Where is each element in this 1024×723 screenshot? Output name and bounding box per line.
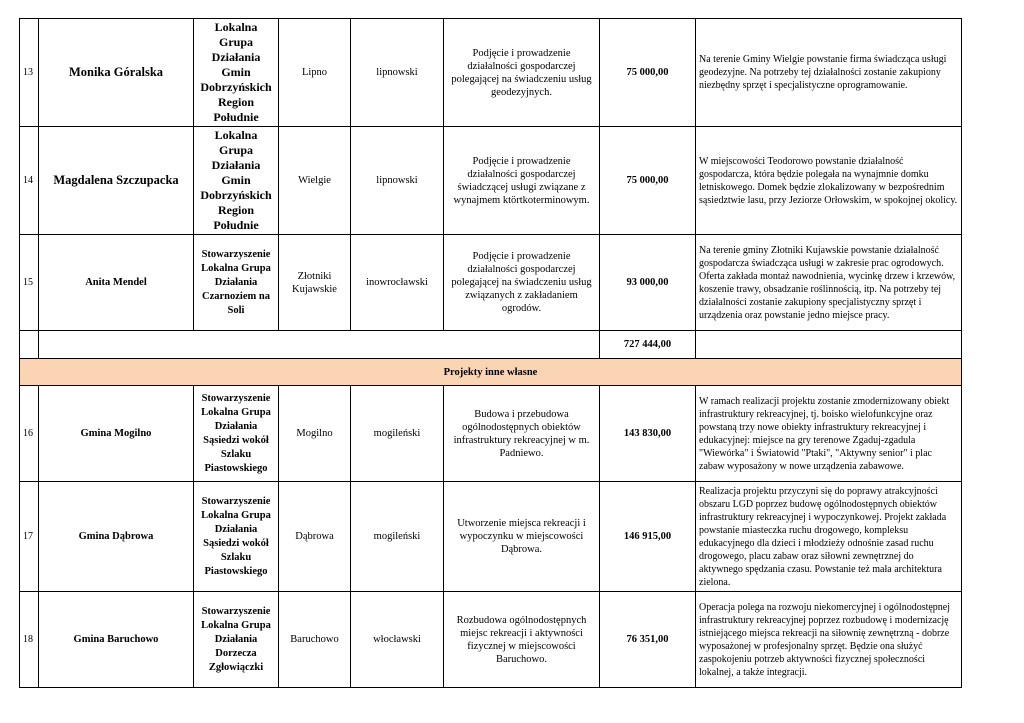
empty-cell — [696, 331, 962, 359]
beneficiary: Anita Mendel — [39, 235, 194, 331]
row-number: 13 — [20, 19, 39, 127]
lgd-name: Stowarzyszenie Lokalna Grupa Działania Czarnoziem na Soli — [194, 235, 279, 331]
municipality: Dąbrowa — [279, 482, 351, 592]
empty-cell — [39, 331, 600, 359]
description: Na terenie Gminy Wielgie powstanie firma świadcząca usługi geodezyjne. Na potrzeby tej działalności zostanie zakupiony niezbędny sprzęt i specjalistyczne oprogramowanie. — [696, 19, 962, 127]
description: Realizacja projektu przyczyni się do poprawy atrakcyjności obszaru LGD poprzez budowę ogólnodostępnych obiektów infrastruktury rekreacyjnej i wypoczynkowej. Projekt zakłada powstanie miasteczka ruchu drogowego, kompleksu edukacyjnego dla dzieci i młodzieży odnośnie zasad ruchu drogowego, placu zabaw oraz siłowni zewnętrznej do aktywnego spędzania czasu. Powstanie też mała architektura zielona. — [696, 482, 962, 592]
municipality: Wielgie — [279, 127, 351, 235]
sum-amount: 727 444,00 — [600, 331, 696, 359]
county: mogileński — [351, 386, 444, 482]
lgd-name: Stowarzyszenie Lokalna Grupa Działania Dorzecza Zgłowiączki — [194, 592, 279, 688]
empty-cell — [20, 331, 39, 359]
county: włocławski — [351, 592, 444, 688]
municipality: Lipno — [279, 19, 351, 127]
row-number: 15 — [20, 235, 39, 331]
county: mogileński — [351, 482, 444, 592]
description: W miejscowości Teodorowo powstanie działalność gospodarcza, która będzie polegała na wynajmnie domku letniskowego. Domek będzie zlokalizowany w bezpośrednim sąsiedztwie lasu, przy Jeziorze Orłowskim, w spokojnej okolicy. — [696, 127, 962, 235]
description: Na terenie gminy Złotniki Kujawskie powstanie działalność gospodarcza świadcząca usługi w zakresie prac ogrodowych. Oferta zakłada montaż nawodnienia, wycinkę drzew i krzewów, koszenie trawy, obsadzanie roślinnością, itp. Na potrzeby tej działalności zostanie zakupiony specjalistyczny sprzęt i urządzenia oraz powstanie jedno miejsce pracy. — [696, 235, 962, 331]
description: W ramach realizacji projektu zostanie zmodernizowany obiekt infrastruktury rekreacyjnej, tj. boisko wielofunkcyjne oraz powstaną trzy nowe obiekty infrastruktury rekreacyjnej i edukacyjnej: miejsce na gry terenowe Zgaduj-zgadula "Wiewórka" i Światowid "Ptaki", "Aktywny senior" i plac zabaw wyposażony w nowe urządzenia zabawowe. — [696, 386, 962, 482]
lgd-name: Lokalna Grupa Działania Gmin Dobrzyńskich Region Południe — [194, 127, 279, 235]
lgd-name: Stowarzyszenie Lokalna Grupa Działania Sąsiedzi wokół Szlaku Piastowskiego — [194, 482, 279, 592]
project-title: Utworzenie miejsca rekreacji i wypoczynku w miejscowości Dąbrowa. — [444, 482, 600, 592]
amount: 75 000,00 — [600, 127, 696, 235]
project-title: Budowa i przebudowa ogólnodostępnych obiektów infrastruktury rekreacyjnej w m. Padniewo. — [444, 386, 600, 482]
lgd-name: Lokalna Grupa Działania Gmin Dobrzyńskich Region Południe — [194, 19, 279, 127]
section-header-row — [20, 359, 962, 386]
beneficiary: Gmina Dąbrowa — [39, 482, 194, 592]
county: lipnowski — [351, 127, 444, 235]
row-number: 18 — [20, 592, 39, 688]
county: lipnowski — [351, 19, 444, 127]
project-title: Podjęcie i prowadzenie działalności gospodarczej świadczącej usługi związane z wynajmem ktörtkoterminowym. — [444, 127, 600, 235]
projects-table — [19, 18, 962, 688]
beneficiary: Gmina Baruchowo — [39, 592, 194, 688]
table-row — [20, 19, 962, 127]
beneficiary: Monika Góralska — [39, 19, 194, 127]
row-number: 14 — [20, 127, 39, 235]
project-title: Rozbudowa ogólnodostępnych miejsc rekreacji i aktywności fizycznej w miejscowości Baruchowo. — [444, 592, 600, 688]
table-row — [20, 482, 962, 592]
row-number: 16 — [20, 386, 39, 482]
project-title: Podjęcie i prowadzenie działalności gospodarczej polegającej na świadczeniu usług związanych z zakładaniem ogrodów. — [444, 235, 600, 331]
municipality: Baruchowo — [279, 592, 351, 688]
municipality: Złotniki Kujawskie — [279, 235, 351, 331]
project-title: Podjęcie i prowadzenie działalności gospodarczej polegającej na świadczeniu usług geodezyjnych. — [444, 19, 600, 127]
municipality: Mogilno — [279, 386, 351, 482]
table-row — [20, 235, 962, 331]
table-row — [20, 127, 962, 235]
amount: 76 351,00 — [600, 592, 696, 688]
sum-row — [20, 331, 962, 359]
beneficiary: Magdalena Szczupacka — [39, 127, 194, 235]
section-title: Projekty inne własne — [20, 359, 962, 386]
amount: 75 000,00 — [600, 19, 696, 127]
table-row — [20, 592, 962, 688]
lgd-name: Stowarzyszenie Lokalna Grupa Działania Sąsiedzi wokół Szlaku Piastowskiego — [194, 386, 279, 482]
beneficiary: Gmina Mogilno — [39, 386, 194, 482]
amount: 146 915,00 — [600, 482, 696, 592]
row-number: 17 — [20, 482, 39, 592]
amount: 93 000,00 — [600, 235, 696, 331]
table-row — [20, 386, 962, 482]
description: Operacja polega na rozwoju niekomercyjnej i ogólnodostępnej infrastruktury rekreacyjnej poprzez rozbudowę i modernizację istniejącego miejsca rekreacji na siłownię zewnętrzną - dobrze wyposażonej w profesjonalny sprzęt. Będzie ona służyć zaspokojeniu potrzeb aktywności fizycznej społeczności lokalnej, a także integracji. — [696, 592, 962, 688]
amount: 143 830,00 — [600, 386, 696, 482]
county: inowrocławski — [351, 235, 444, 331]
